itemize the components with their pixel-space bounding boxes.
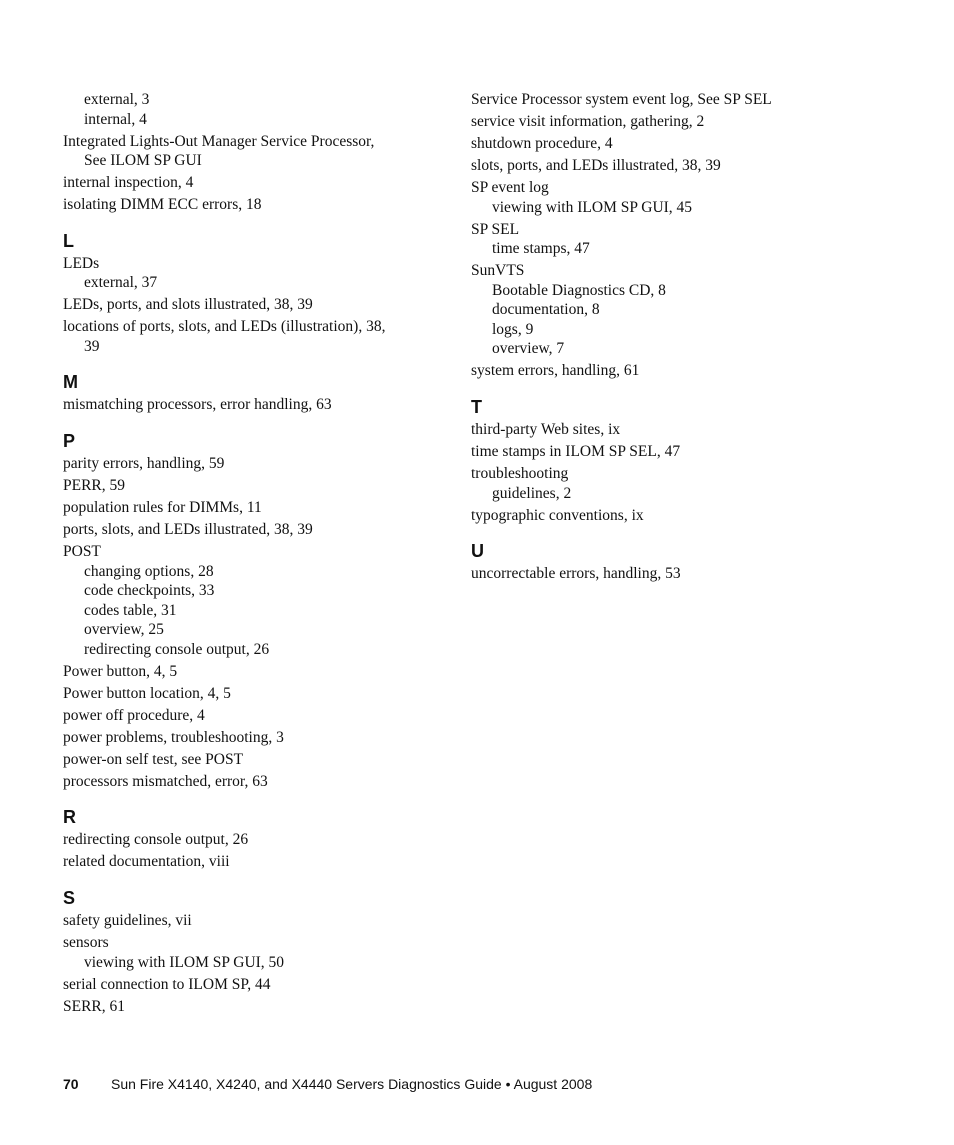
index-term: processors mismatched, error, 63: [63, 772, 268, 790]
index-subentry: overview, 25: [84, 621, 164, 639]
index-subentry: See ILOM SP GUI: [84, 152, 202, 170]
index-term: POST: [63, 543, 101, 561]
index-term: uncorrectable errors, handling, 53: [471, 565, 681, 583]
index-term: service visit information, gathering, 2: [471, 112, 705, 130]
index-entry: [471, 134, 891, 154]
index-entry: [63, 520, 443, 540]
index-entry: [63, 90, 443, 129]
index-subentry: code checkpoints, 33: [84, 582, 215, 600]
index-entry: [63, 254, 443, 293]
index-term: SP SEL: [471, 220, 520, 238]
index-column-right: [471, 90, 891, 584]
index-letter-heading: M: [63, 372, 78, 393]
index-subentry: redirecting console output, 26: [84, 640, 270, 658]
index-subentry: time stamps, 47: [492, 240, 590, 258]
index-subentry: viewing with ILOM SP GUI, 45: [492, 198, 693, 216]
index-term: Power button location, 4, 5: [63, 684, 231, 702]
index-term: PERR, 59: [63, 477, 126, 495]
index-term: typographic conventions, ix: [471, 506, 644, 524]
index-subentry: viewing with ILOM SP GUI, 50: [84, 953, 285, 971]
index-entry: [471, 464, 891, 503]
index-entry: [471, 156, 891, 176]
footer-bullet: •: [505, 1076, 511, 1092]
index-entry: [63, 395, 443, 415]
index-entry: [63, 132, 443, 171]
index-subentry: 39: [84, 337, 100, 355]
index-entry: [63, 542, 443, 660]
index-term: shutdown procedure, 4: [471, 134, 613, 152]
index-column-left: [63, 90, 443, 1016]
index-subentry: changing options, 28: [84, 562, 214, 580]
index-entry: [471, 220, 891, 259]
index-term: time stamps in ILOM SP SEL, 47: [471, 443, 681, 461]
index-subentry: documentation, 8: [492, 301, 600, 319]
index-entry: [63, 997, 443, 1017]
index-entry: [63, 750, 443, 770]
index-term: power problems, troubleshooting, 3: [63, 728, 284, 746]
index-subentry: external, 37: [84, 274, 158, 292]
index-term: internal inspection, 4: [63, 174, 194, 192]
index-entry: [471, 112, 891, 132]
index-entry: [63, 662, 443, 682]
index-entry: [63, 852, 443, 872]
index-entry: [63, 173, 443, 193]
index-entry: [471, 178, 891, 217]
index-entry: [63, 830, 443, 850]
page-footer: [63, 1076, 592, 1092]
index-letter-heading: P: [63, 431, 76, 452]
document-date: August 2008: [513, 1076, 593, 1092]
index-term: LEDs: [63, 254, 100, 272]
index-term: troubleshooting: [471, 465, 569, 483]
index-term: power off procedure, 4: [63, 706, 205, 724]
index-entry: [471, 90, 891, 110]
page-number: 70: [63, 1076, 79, 1092]
index-term: sensors: [63, 934, 109, 952]
index-entry: [63, 706, 443, 726]
index-term: related documentation, viii: [63, 853, 230, 871]
index-term: LEDs, ports, and slots illustrated, 38, 39: [63, 296, 313, 314]
index-entry: [63, 195, 443, 215]
index-entry: [63, 498, 443, 518]
index-entry: [63, 772, 443, 792]
index-entry: [63, 975, 443, 995]
index-entry: [63, 728, 443, 748]
index-term: Service Processor system event log, See SP SEL: [471, 91, 772, 108]
index-letter-heading: U: [471, 541, 484, 562]
index-term: system errors, handling, 61: [471, 362, 640, 380]
index-subentry: logs, 9: [492, 320, 534, 338]
index-entry: [63, 295, 443, 315]
index-term: ports, slots, and LEDs illustrated, 38, 39: [63, 521, 313, 539]
index-entry: [63, 317, 443, 356]
index-subentry: Bootable Diagnostics CD, 8: [492, 281, 666, 299]
index-letter-heading: R: [63, 807, 76, 828]
index-entry: [63, 684, 443, 704]
index-entry: [471, 261, 891, 359]
index-term: Power button, 4, 5: [63, 662, 178, 680]
index-term: serial connection to ILOM SP, 44: [63, 975, 271, 993]
index-term: third-party Web sites, ix: [471, 421, 621, 439]
index-entry: [471, 506, 891, 526]
index-term: isolating DIMM ECC errors, 18: [63, 196, 262, 214]
index-entry: [63, 933, 443, 972]
index-subentry: overview, 7: [492, 340, 565, 358]
index-subentry: codes table, 31: [84, 601, 177, 619]
index-term: safety guidelines, vii: [63, 912, 192, 930]
document-title: Sun Fire X4140, X4240, and X4440 Servers Diagnostics Guide: [111, 1076, 502, 1092]
index-term: locations of ports, slots, and LEDs (illustration), 38,: [63, 318, 386, 336]
index-term: parity errors, handling, 59: [63, 455, 225, 473]
index-term: redirecting console output, 26: [63, 831, 249, 849]
index-term: slots, ports, and LEDs illustrated, 38, 39: [471, 156, 721, 174]
index-entry: [471, 420, 891, 440]
index-letter-heading: L: [63, 230, 74, 251]
index-entry: [63, 476, 443, 496]
index-entry: [63, 911, 443, 931]
index-letter-heading: T: [471, 397, 482, 418]
index-term: SERR, 61: [63, 997, 126, 1015]
index-entry: [471, 564, 891, 584]
index-subentry: external, 3: [84, 91, 150, 108]
index-term: Integrated Lights-Out Manager Service Processor,: [63, 132, 375, 150]
index-subentry: guidelines, 2: [492, 484, 572, 502]
index-entry: [471, 442, 891, 462]
index-entry: [63, 454, 443, 474]
index-term: mismatching processors, error handling, 63: [63, 396, 332, 414]
index-term: SP event log: [471, 178, 549, 196]
index-letter-heading: S: [63, 888, 76, 909]
index-subentry: internal, 4: [84, 110, 147, 128]
index-term: power-on self test, see POST: [63, 750, 244, 768]
index-entry: [471, 361, 891, 381]
index-term: SunVTS: [471, 262, 525, 280]
index-term: population rules for DIMMs, 11: [63, 499, 262, 517]
